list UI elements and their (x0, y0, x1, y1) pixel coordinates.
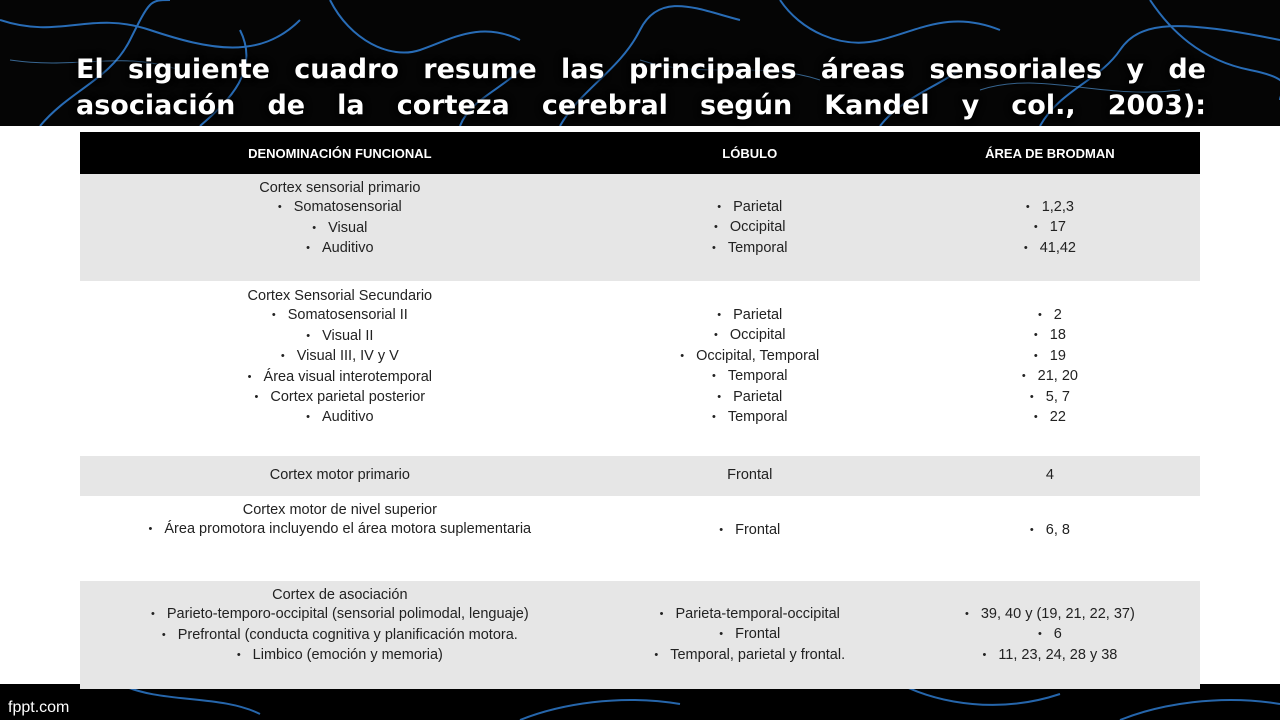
table-cell (900, 581, 1200, 689)
table-cell (600, 496, 900, 581)
table-cell (900, 281, 1200, 456)
table-cell (80, 496, 600, 581)
bullet-list (600, 605, 900, 666)
table-cell: Frontal (600, 456, 900, 496)
list-item: • 2 (900, 306, 1200, 326)
bullet-list (900, 521, 1200, 541)
list-item: • Somatosensorial II (80, 306, 600, 326)
list-item: • Parietal (600, 198, 900, 218)
list-item: • 17 (900, 218, 1200, 238)
list-item: • Visual (80, 219, 600, 239)
list-item: • Occipital (600, 326, 900, 346)
list-item: • 6 (900, 625, 1200, 645)
table-cell: 4 (900, 456, 1200, 496)
table-row (80, 174, 1200, 281)
neuron-footer-graphic (0, 684, 1280, 720)
list-item: • 5, 7 (900, 388, 1200, 408)
bullet-list (900, 605, 1200, 666)
list-item: • Temporal (600, 408, 900, 428)
list-item: • Temporal (600, 367, 900, 387)
list-item: • 22 (900, 408, 1200, 428)
list-item: • Parieto-temporo-occipital (sensorial polimodal, lenguaje) (80, 605, 600, 625)
list-item: • 41,42 (900, 239, 1200, 259)
list-item: • Área promotora incluyendo el área motora suplementaria (80, 520, 600, 540)
list-item: • Auditivo (80, 239, 600, 259)
bullet-list (80, 306, 600, 428)
table-row (80, 496, 1200, 581)
cell-heading: Cortex de asociación (272, 587, 408, 603)
list-item: • Occipital, Temporal (600, 347, 900, 367)
list-item: • Visual II (80, 327, 600, 347)
list-item: • Frontal (600, 625, 900, 645)
list-item: • Visual III, IV y V (80, 347, 600, 367)
table-cell: Cortex motor primario (80, 456, 600, 496)
cell-heading: Cortex motor de nivel superior (242, 502, 437, 518)
list-item: • Parietal (600, 388, 900, 408)
background-bottom-strip (0, 684, 1280, 720)
fppt-brand-label: fppt.com (8, 699, 70, 716)
list-item: • Temporal, parietal y frontal. (600, 646, 900, 666)
list-item: • Cortex parietal posterior (80, 388, 600, 408)
list-item: • 21, 20 (900, 367, 1200, 387)
header-lobe: LÓBULO (600, 132, 900, 174)
list-item: • Occipital (600, 218, 900, 238)
bullet-list (900, 198, 1200, 259)
cell-heading: Cortex Sensorial Secundario (247, 288, 433, 304)
table-cell (600, 581, 900, 689)
table-header-row (80, 132, 1200, 174)
cell-heading: Cortex sensorial primario (259, 180, 421, 196)
list-item: • 1,2,3 (900, 198, 1200, 218)
table-cell (900, 174, 1200, 281)
bullet-list (600, 198, 900, 259)
cortex-areas-table (80, 132, 1200, 677)
table-cell (600, 174, 900, 281)
list-item: • Limbico (emoción y memoria) (80, 646, 600, 666)
bullet-list (80, 198, 600, 259)
table-cell (80, 281, 600, 456)
bullet-list (80, 520, 600, 540)
table-cell (900, 496, 1200, 581)
list-item: • 19 (900, 347, 1200, 367)
header-brodmann-area: ÁREA DE BRODMAN (900, 132, 1200, 174)
bullet-list (600, 521, 900, 541)
list-item: • 18 (900, 326, 1200, 346)
list-item: • Área visual interotemporal (80, 368, 600, 388)
bullet-list (80, 605, 600, 666)
table-cell (80, 174, 600, 281)
header-functional-name: DENOMINACIÓN FUNCIONAL (80, 132, 600, 174)
table-row (80, 281, 1200, 456)
bullet-list (900, 306, 1200, 428)
slide-title: El siguiente cuadro resume las principales áreas sensoriales y de asociación de la corteza cerebral según Kandel y col., 2003): (76, 54, 1206, 121)
list-item: • Prefrontal (conducta cognitiva y planificación motora. (80, 626, 600, 646)
list-item: • 6, 8 (900, 521, 1200, 541)
list-item: • Frontal (600, 521, 900, 541)
table-cell (80, 581, 600, 689)
list-item: • Somatosensorial (80, 198, 600, 218)
list-item: • 11, 23, 24, 28 y 38 (900, 646, 1200, 666)
bullet-list (600, 306, 900, 428)
table-cell (600, 281, 900, 456)
table-row (80, 581, 1200, 689)
list-item: • Parieta-temporal-occipital (600, 605, 900, 625)
list-item: • Parietal (600, 306, 900, 326)
list-item: • Temporal (600, 239, 900, 259)
list-item: • Auditivo (80, 408, 600, 428)
table-row (80, 456, 1200, 496)
list-item: • 39, 40 y (19, 21, 22, 37) (900, 605, 1200, 625)
